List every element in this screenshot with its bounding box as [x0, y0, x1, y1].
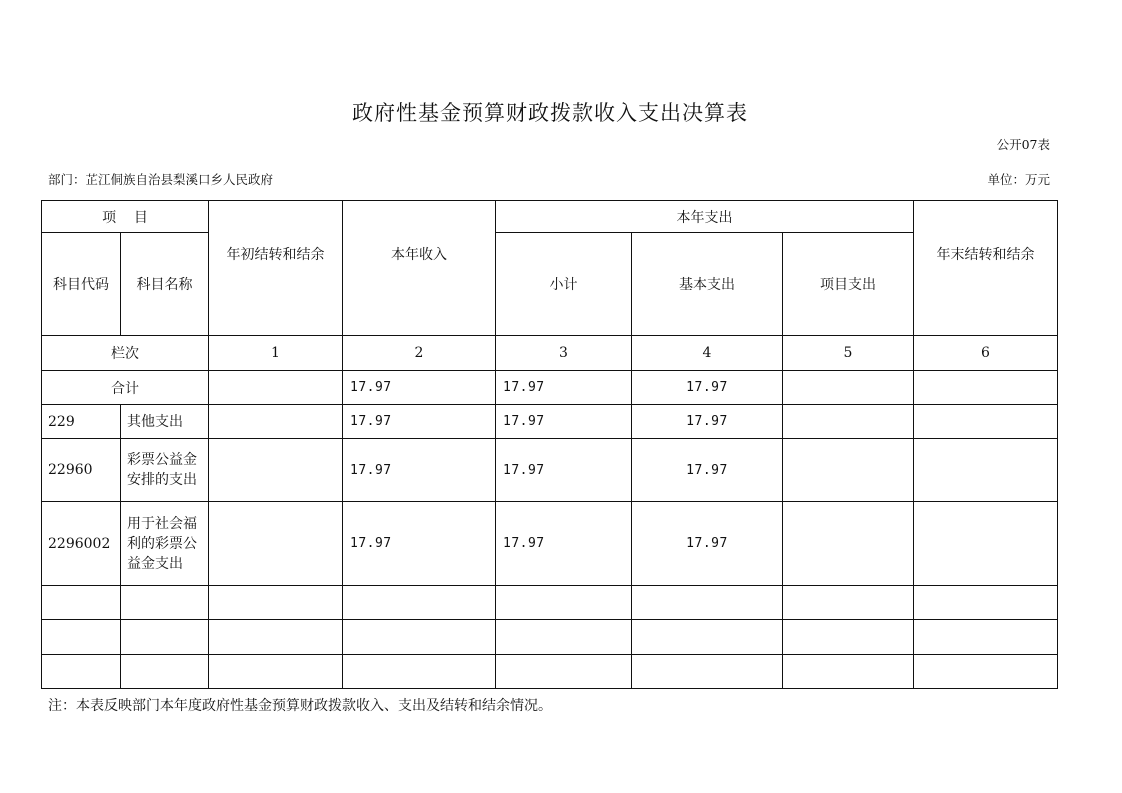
header-closing-balance: 年末结转和结余 — [914, 201, 1058, 336]
header-name: 科目名称 — [121, 233, 209, 336]
empty-row — [42, 620, 1058, 655]
footnote: 注：本表反映部门本年度政府性基金预算财政拨款收入、支出及结转和结余情况。 — [48, 698, 552, 714]
header-expense: 本年支出 — [496, 201, 914, 233]
row-subtotal: 17.97 — [496, 405, 632, 439]
row-closing — [914, 439, 1058, 502]
page-title: 政府性基金预算财政拨款收入支出决算表 — [352, 101, 748, 125]
total-project — [783, 371, 914, 405]
row-name: 用于社会福利的彩票公益金支出 — [121, 502, 209, 586]
row-opening — [209, 502, 343, 586]
total-opening — [209, 371, 343, 405]
row-opening — [209, 405, 343, 439]
column-index: 5 — [783, 336, 914, 371]
header-code: 科目代码 — [42, 233, 121, 336]
total-basic: 17.97 — [632, 371, 783, 405]
row-name: 其他支出 — [121, 405, 209, 439]
total-label: 合计 — [42, 371, 209, 405]
row-code: 2296002 — [42, 502, 121, 586]
row-project — [783, 502, 914, 586]
row-project — [783, 439, 914, 502]
total-subtotal: 17.97 — [496, 371, 632, 405]
row-code: 229 — [42, 405, 121, 439]
column-index: 4 — [632, 336, 783, 371]
column-index: 1 — [209, 336, 343, 371]
column-index: 3 — [496, 336, 632, 371]
table-row — [42, 502, 1058, 586]
row-project — [783, 405, 914, 439]
total-closing — [914, 371, 1058, 405]
row-code: 22960 — [42, 439, 121, 502]
total-row — [42, 371, 1058, 405]
row-subtotal: 17.97 — [496, 439, 632, 502]
row-closing — [914, 502, 1058, 586]
empty-row — [42, 655, 1058, 689]
header-basic: 基本支出 — [632, 233, 783, 336]
header-item: 项 目 — [42, 201, 209, 233]
row-name: 彩票公益金安排的支出 — [121, 439, 209, 502]
row-opening — [209, 439, 343, 502]
total-income: 17.97 — [343, 371, 496, 405]
table-row — [42, 439, 1058, 502]
header-income: 本年收入 — [343, 201, 496, 336]
row-income: 17.97 — [343, 439, 496, 502]
table-row — [42, 405, 1058, 439]
form-number: 公开07表 — [996, 137, 1050, 152]
unit-label: 单位：万元 — [987, 172, 1050, 187]
row-basic: 17.97 — [632, 502, 783, 586]
header-opening-balance: 年初结转和结余 — [209, 201, 343, 336]
row-closing — [914, 405, 1058, 439]
row-subtotal: 17.97 — [496, 502, 632, 586]
header-subtotal: 小计 — [496, 233, 632, 336]
department-label: 部门：芷江侗族自治县梨溪口乡人民政府 — [48, 172, 274, 187]
row-basic: 17.97 — [632, 405, 783, 439]
column-index-row — [42, 336, 1058, 371]
budget-table — [41, 200, 1058, 689]
column-index: 6 — [914, 336, 1058, 371]
column-index: 2 — [343, 336, 496, 371]
row-basic: 17.97 — [632, 439, 783, 502]
column-index-label: 栏次 — [42, 336, 209, 371]
header-project: 项目支出 — [783, 233, 914, 336]
row-income: 17.97 — [343, 502, 496, 586]
empty-row — [42, 586, 1058, 620]
row-income: 17.97 — [343, 405, 496, 439]
